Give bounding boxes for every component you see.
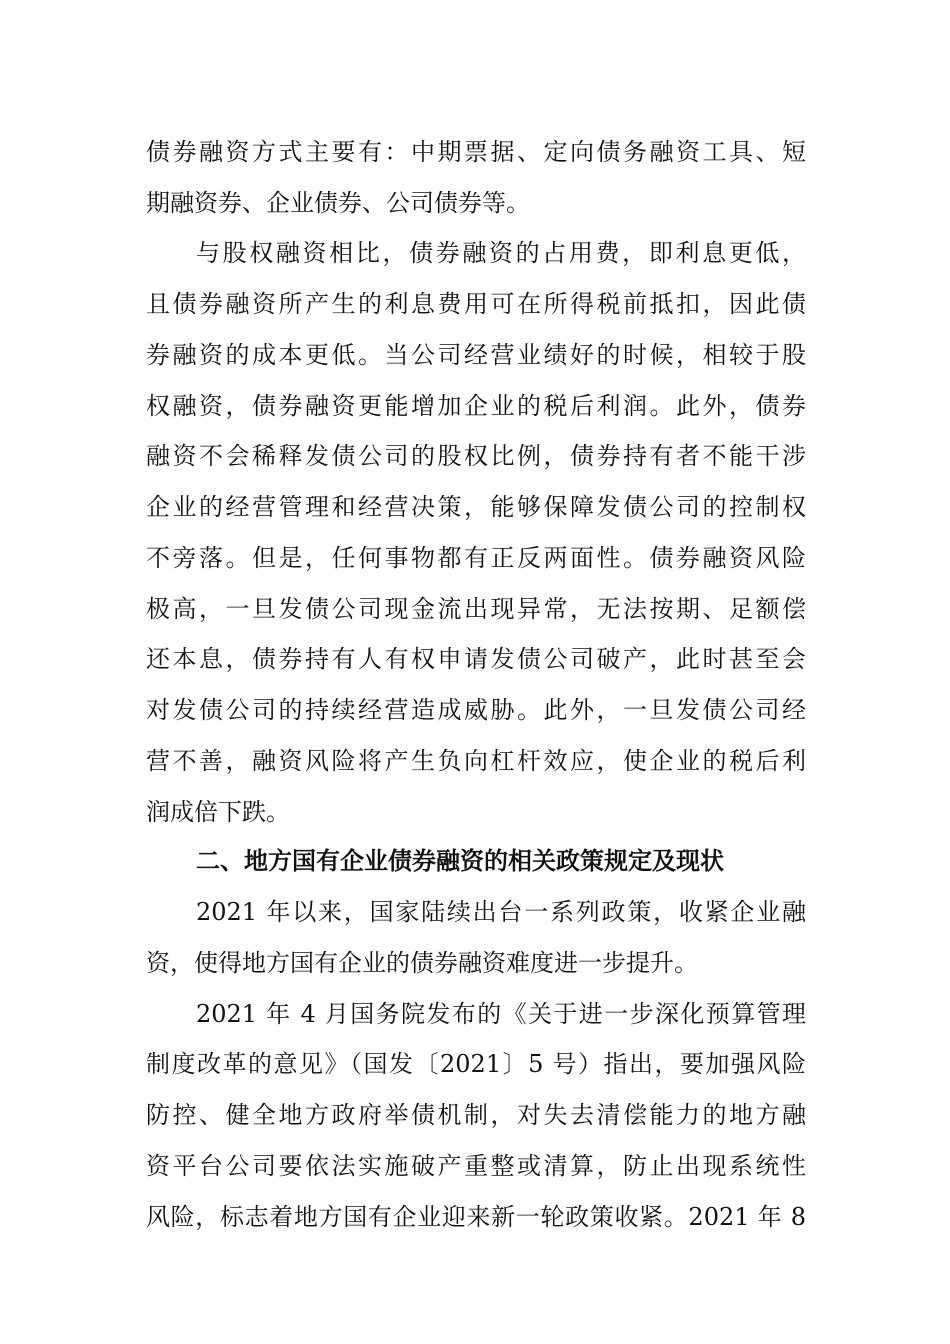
paragraph-line: 融资不会稀释发债公司的股权比例，债券持有者不能干涉 — [146, 442, 806, 470]
paragraph-line: 风险，标志着地方国有企业迎来新一轮政策收紧。2021 年 8 — [146, 1203, 806, 1231]
paragraph-line: 营不善，融资风险将产生负向杠杆效应，使企业的税后利 — [146, 747, 806, 775]
paragraph-line: 与股权融资相比，债券融资的占用费，即利息更低， — [196, 239, 806, 267]
paragraph-line: 润成倍下跌。 — [146, 798, 290, 826]
paragraph-line: 对发债公司的持续经营造成威胁。此外，一旦发债公司经 — [146, 696, 806, 724]
paragraph-line: 2021 年以来，国家陆续出台一系列政策，收紧企业融 — [196, 898, 806, 926]
paragraph-line: 权融资，债券融资更能增加企业的税后利润。此外，债券 — [146, 392, 806, 420]
paragraph-line: 防控、健全地方政府举债机制，对失去清偿能力的地方融 — [146, 1101, 806, 1129]
paragraph-line: 资，使得地方国有企业的债券融资难度进一步提升。 — [146, 949, 698, 977]
paragraph-line: 且债券融资所产生的利息费用可在所得税前抵扣，因此债 — [146, 290, 806, 318]
paragraph-line: 资平台公司要依法实施破产重整或清算，防止出现系统性 — [146, 1152, 806, 1180]
section-heading: 二、地方国有企业债券融资的相关政策规定及现状 — [196, 847, 724, 875]
paragraph-line: 期融资券、企业债券、公司债券等。 — [146, 189, 530, 217]
paragraph-line: 制度改革的意见》（国发〔2021〕5 号）指出，要加强风险 — [146, 1050, 806, 1078]
paragraph-line: 极高，一旦发债公司现金流出现异常，无法按期、足额偿 — [146, 595, 806, 623]
paragraph-line: 不旁落。但是，任何事物都有正反两面性。债券融资风险 — [146, 544, 806, 572]
paragraph-line: 券融资的成本更低。当公司经营业绩好的时候，相较于股 — [146, 341, 806, 369]
paragraph-line: 企业的经营管理和经营决策，能够保障发债公司的控制权 — [146, 493, 806, 521]
paragraph-line: 还本息，债券持有人有权申请发债公司破产，此时甚至会 — [146, 645, 806, 673]
paragraph-line: 债券融资方式主要有：中期票据、定向债务融资工具、短 — [146, 138, 806, 166]
paragraph-line: 2021 年 4 月国务院发布的《关于进一步深化预算管理 — [196, 1000, 806, 1028]
